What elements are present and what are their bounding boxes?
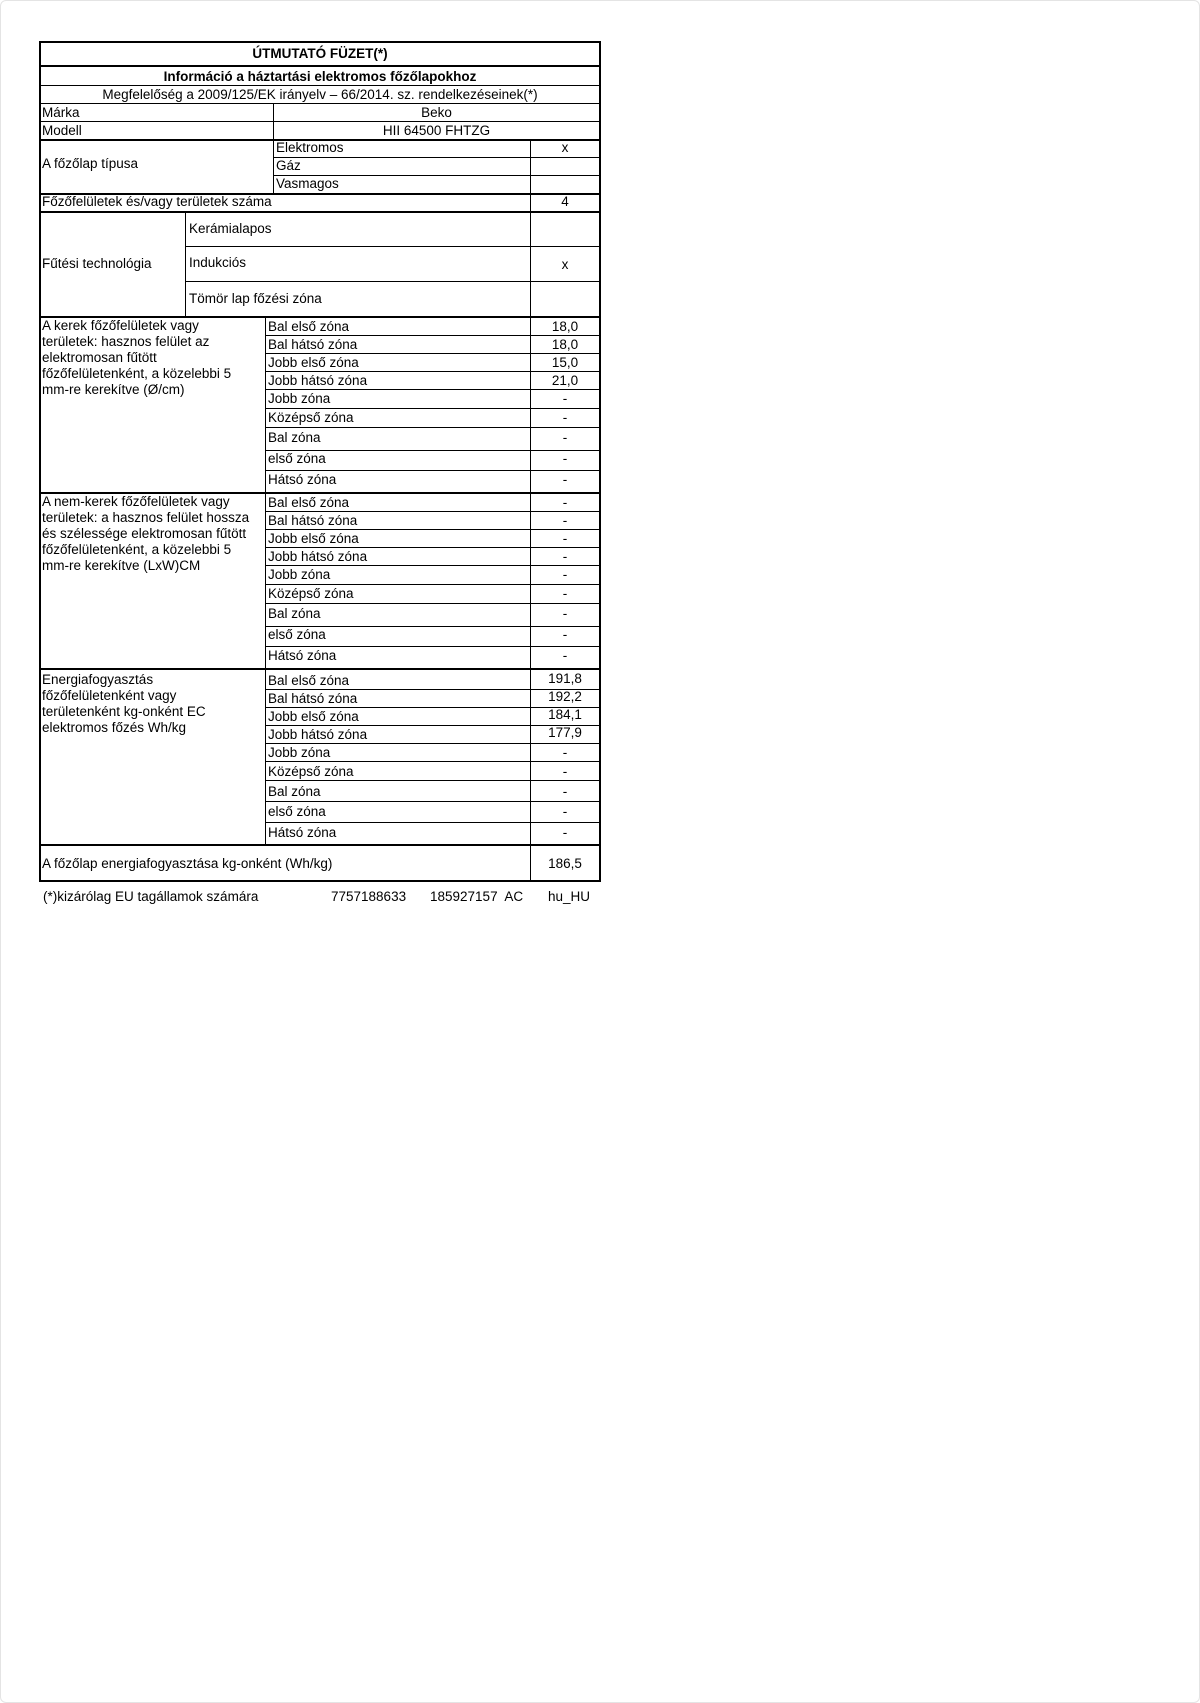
round-zone-name: első zóna <box>268 451 326 466</box>
energy-zone-value: 184,1 <box>548 707 582 722</box>
energy-zone-value: 192,2 <box>548 689 582 704</box>
zone-count-value: 4 <box>561 194 569 209</box>
hob-type-option: Gáz <box>276 158 301 173</box>
energy-zone-value: - <box>562 825 568 840</box>
nonround-zone-name: Bal zóna <box>268 606 321 621</box>
brand-value: Beko <box>421 105 452 120</box>
nonround-zones-label: A nem-kerek főzőfelületek vagy területek: a hasznos felület hossza és szélessége elektromosan fűtött főzőfelületenként, a közelebbi 5 mm-re kerekítve (LxW)CM <box>42 494 250 573</box>
nonround-zone-value: - <box>562 495 568 510</box>
round-zone-value: 18,0 <box>551 337 579 352</box>
nonround-zone-value: - <box>562 567 568 582</box>
footer-code2: 185927157 AC <box>430 889 524 904</box>
nonround-zone-value: - <box>562 586 568 601</box>
round-zone-value: 18,0 <box>551 319 579 334</box>
nonround-zone-value: - <box>562 627 568 642</box>
nonround-zone-value: - <box>562 648 568 663</box>
model-value: HII 64500 FHTZG <box>382 123 491 138</box>
round-zones-label: A kerek főzőfelületek vagy területek: hasznos felület az elektromosan fűtött főzőfelületenként, a közelebbi 5 mm-re kerekítve (Ø/cm) <box>42 318 232 397</box>
nonround-zone-value: - <box>562 606 568 621</box>
footer-code1: 7757188633 <box>331 889 407 904</box>
energy-zone-name: első zóna <box>268 804 326 819</box>
nonround-zone-name: első zóna <box>268 627 326 642</box>
energy-zone-value: 191,8 <box>548 671 582 686</box>
heating-tech-mark: x <box>561 257 569 272</box>
round-zone-value: - <box>562 430 568 445</box>
energy-zone-name: Jobb zóna <box>268 745 331 760</box>
energy-zones-label: Energiafogyasztás főzőfelületenként vagy területenként kg-onként EC elektromos főzés Wh/kg <box>42 672 206 735</box>
round-zone-name: Jobb zóna <box>268 391 331 406</box>
hob-type-option: Vasmagos <box>276 176 339 191</box>
page-subtitle: Információ a háztartási elektromos főzőlapokhoz <box>163 69 477 84</box>
energy-zone-value: - <box>562 804 568 819</box>
frame-top <box>39 41 601 43</box>
page-title: ÚTMUTATÓ FÜZET(*) <box>252 46 388 61</box>
round-zone-value: 15,0 <box>551 355 579 370</box>
round-zone-name: Bal első zóna <box>268 319 350 334</box>
round-zone-value: 21,0 <box>551 373 579 388</box>
round-zone-value: - <box>562 472 568 487</box>
energy-zone-name: Bal első zóna <box>268 673 350 688</box>
heating-tech-label: Fűtési technológia <box>42 256 152 271</box>
energy-zone-value: - <box>562 764 568 779</box>
energy-zone-value: - <box>562 784 568 799</box>
energy-zone-name: Jobb hátsó zóna <box>268 727 368 742</box>
energy-zone-value: 177,9 <box>548 725 582 740</box>
energy-info-sheet <box>39 41 601 881</box>
brand-label: Márka <box>42 105 80 120</box>
nonround-zone-name: Jobb első zóna <box>268 531 359 546</box>
nonround-zone-name: Jobb hátsó zóna <box>268 549 368 564</box>
hob-type-mark: x <box>561 140 569 155</box>
round-zone-value: - <box>562 410 568 425</box>
energy-zone-name: Bal zóna <box>268 784 321 799</box>
round-zone-name: Bal hátsó zóna <box>268 337 358 352</box>
nonround-zone-value: - <box>562 531 568 546</box>
energy-zone-name: Jobb első zóna <box>268 709 359 724</box>
energy-zone-name: Középső zóna <box>268 764 354 779</box>
round-zone-name: Középső zóna <box>268 410 354 425</box>
frame-left <box>39 41 41 881</box>
energy-zone-name: Bal hátsó zóna <box>268 691 358 706</box>
nonround-zone-name: Bal első zóna <box>268 495 350 510</box>
nonround-zone-name: Hátsó zóna <box>268 648 337 663</box>
total-energy-label: A főzőlap energiafogyasztása kg-onként (Wh/kg) <box>42 856 333 871</box>
zone-count-label: Főzőfelületek és/vagy területek száma <box>42 194 272 209</box>
hob-type-option: Elektromos <box>276 140 344 155</box>
heating-tech-option: Tömör lap főzési zóna <box>189 291 322 306</box>
hob-type-label: A főzőlap típusa <box>42 156 139 171</box>
frame-right <box>599 41 601 881</box>
model-label: Modell <box>42 123 82 138</box>
nonround-zone-name: Bal hátsó zóna <box>268 513 358 528</box>
round-zone-value: - <box>562 451 568 466</box>
footer-locale: hu_HU <box>548 889 591 904</box>
heating-tech-option: Indukciós <box>189 255 247 270</box>
round-zone-name: Bal zóna <box>268 430 321 445</box>
round-zone-name: Hátsó zóna <box>268 472 337 487</box>
energy-zone-value: - <box>562 745 568 760</box>
round-zone-value: - <box>562 391 568 406</box>
total-energy-value: 186,5 <box>548 856 582 871</box>
footer-note: (*)kizárólag EU tagállamok számára <box>43 889 259 904</box>
nonround-zone-value: - <box>562 549 568 564</box>
nonround-zone-value: - <box>562 513 568 528</box>
frame-bottom <box>39 880 601 882</box>
nonround-zone-name: Jobb zóna <box>268 567 331 582</box>
heating-tech-option: Kerámialapos <box>189 221 272 236</box>
round-zone-name: Jobb első zóna <box>268 355 359 370</box>
nonround-zone-name: Középső zóna <box>268 586 354 601</box>
round-zone-name: Jobb hátsó zóna <box>268 373 368 388</box>
compliance-note: Megfelelőség a 2009/125/EK irányelv – 66/2014. sz. rendelkezéseinek(*) <box>102 87 538 102</box>
energy-zone-name: Hátsó zóna <box>268 825 337 840</box>
